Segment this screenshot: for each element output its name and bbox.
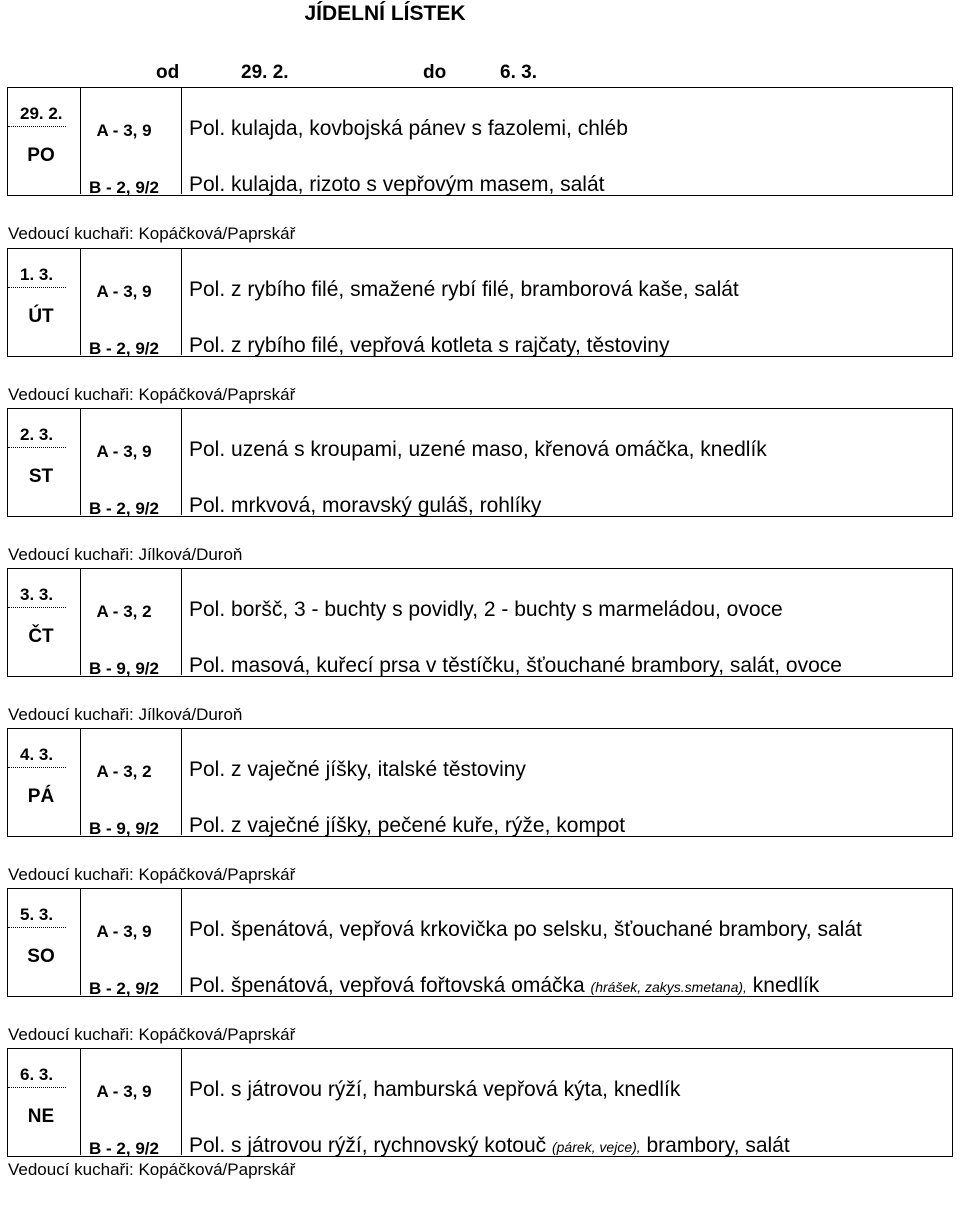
date-separator: [8, 287, 66, 288]
menu-b-code: B - 9, 9/2: [89, 659, 159, 678]
chef-line: [8, 705, 242, 725]
day-name: ČT: [28, 626, 54, 647]
menu-b-code: B - 9, 9/2: [89, 819, 159, 838]
menu-b-code: B - 2, 9/2: [89, 979, 159, 998]
menu-b-code: B - 2, 9/2: [89, 178, 159, 197]
chef-names: Kopáčková/Paprskář: [138, 1160, 296, 1179]
menu-b-text: Pol. z vaječné jíšky, pečené kuře, rýže, kompot: [189, 814, 626, 837]
menu-b-text: [189, 974, 819, 998]
menu-b-text: [189, 1134, 790, 1158]
chef-label: Vedoucí kuchaři:: [8, 1160, 134, 1179]
day-name: PÁ: [27, 786, 55, 807]
menu-b-text: Pol. kulajda, rizoto s vepřovým masem, salát: [189, 173, 605, 196]
day-name: ÚT: [28, 306, 54, 327]
chef-label: Vedoucí kuchaři:: [8, 1025, 134, 1044]
menu-a-text: Pol. boršč, 3 - buchty s povidly, 2 - buchty s marmeládou, ovoce: [189, 598, 783, 621]
day-name: ST: [28, 466, 54, 487]
day-date: 29. 2.: [20, 104, 63, 123]
menu-b-side: knedlík: [746, 974, 820, 997]
chef-names: Kopáčková/Paprskář: [138, 865, 296, 884]
period-from-date: 29. 2.: [241, 62, 289, 83]
date-separator: [8, 126, 66, 127]
chef-label: Vedoucí kuchaři:: [8, 705, 134, 724]
column-divider: [181, 728, 182, 835]
day-date: 5. 3.: [20, 905, 54, 924]
menu-b-text: Pol. z rybího filé, vepřová kotleta s rajčaty, těstoviny: [189, 334, 670, 357]
day-block: [0, 248, 960, 406]
menu-a-code: A - 3, 9: [96, 1082, 152, 1101]
day-date: 3. 3.: [20, 585, 54, 604]
menu-a-code: A - 3, 2: [96, 602, 152, 621]
day-block: [0, 568, 960, 726]
menu-a-code: A - 3, 9: [96, 442, 152, 461]
menu-a-text: Pol. z rybího filé, smažené rybí filé, bramborová kaše, salát: [189, 278, 739, 301]
menu-b-code: B - 2, 9/2: [89, 499, 159, 518]
menu-b-main: Pol. špenátová, vepřová fořtovská omáčka: [189, 974, 591, 997]
menu-b-code: B - 2, 9/2: [89, 1139, 159, 1158]
menu-b-main: Pol. s játrovou rýží, rychnovský kotouč: [189, 1134, 552, 1157]
chef-label: Vedoucí kuchaři:: [8, 545, 134, 564]
menu-a-code: A - 3, 9: [96, 282, 152, 301]
chef-names: Jílková/Duroň: [138, 545, 243, 564]
chef-label: Vedoucí kuchaři:: [8, 865, 134, 884]
chef-label: Vedoucí kuchaři:: [8, 224, 134, 243]
day-block: [0, 888, 960, 1046]
column-divider: [181, 1048, 182, 1155]
day-name: NE: [27, 1106, 55, 1127]
menu-b-text: Pol. masová, kuřecí prsa v těstíčku, šťouchané brambory, salát, ovoce: [189, 654, 842, 677]
column-divider: [181, 888, 182, 995]
menu-b-side: brambory, salát: [640, 1134, 790, 1157]
day-block: [0, 728, 960, 886]
date-separator: [8, 927, 66, 928]
chef-line: [8, 1025, 295, 1045]
chef-line: [8, 865, 295, 885]
menu-a-code: A - 3, 2: [96, 762, 152, 781]
menu-a-code: A - 3, 9: [96, 922, 152, 941]
chef-line: [8, 385, 295, 405]
day-date: 6. 3.: [20, 1065, 54, 1084]
date-separator: [8, 607, 66, 608]
menu-b-note: (párek, vejce),: [551, 1139, 641, 1155]
period-to-label: do: [423, 62, 447, 83]
chef-line: [8, 224, 295, 244]
chef-label: Vedoucí kuchaři:: [8, 385, 134, 404]
period-from-label: od: [156, 62, 180, 83]
chef-names: Kopáčková/Paprskář: [138, 224, 296, 243]
menu-a-text: Pol. špenátová, vepřová krkovička po selsku, šťouchané brambory, salát: [189, 918, 862, 941]
column-divider: [181, 568, 182, 675]
day-date: 4. 3.: [20, 745, 54, 764]
day-name: SO: [27, 946, 55, 967]
menu-a-text: Pol. kulajda, kovbojská pánev s fazolemi, chléb: [189, 117, 628, 140]
menu-a-text: Pol. z vaječné jíšky, italské těstoviny: [189, 758, 526, 781]
menu-a-code: A - 3, 9: [96, 121, 152, 140]
day-date: 1. 3.: [20, 265, 54, 284]
date-separator: [8, 1087, 66, 1088]
menu-b-code: B - 2, 9/2: [89, 339, 159, 358]
menu-b-note: (hrášek, zakys.smetana),: [590, 979, 747, 995]
chef-names: Kopáčková/Paprskář: [138, 1025, 296, 1044]
date-separator: [8, 447, 66, 448]
day-block: [0, 1048, 960, 1206]
day-name: PO: [27, 145, 55, 166]
period-to-date: 6. 3.: [500, 62, 537, 83]
chef-line: [8, 1160, 295, 1180]
page-title: JÍDELNÍ LÍSTEK: [304, 2, 466, 25]
date-separator: [8, 767, 66, 768]
column-divider: [181, 408, 182, 515]
menu-a-text: Pol. s játrovou rýží, hamburská vepřová kýta, knedlík: [189, 1078, 681, 1101]
chef-names: Jílková/Duroň: [138, 705, 243, 724]
column-divider: [181, 248, 182, 355]
menu-b-text: Pol. mrkvová, moravský guláš, rohlíky: [189, 494, 542, 517]
column-divider: [181, 87, 182, 194]
day-date: 2. 3.: [20, 425, 54, 444]
day-block: [0, 87, 960, 245]
menu-a-text: Pol. uzená s kroupami, uzené maso, křenová omáčka, knedlík: [189, 438, 767, 461]
chef-line: [8, 545, 242, 565]
day-block: [0, 408, 960, 566]
chef-names: Kopáčková/Paprskář: [138, 385, 296, 404]
